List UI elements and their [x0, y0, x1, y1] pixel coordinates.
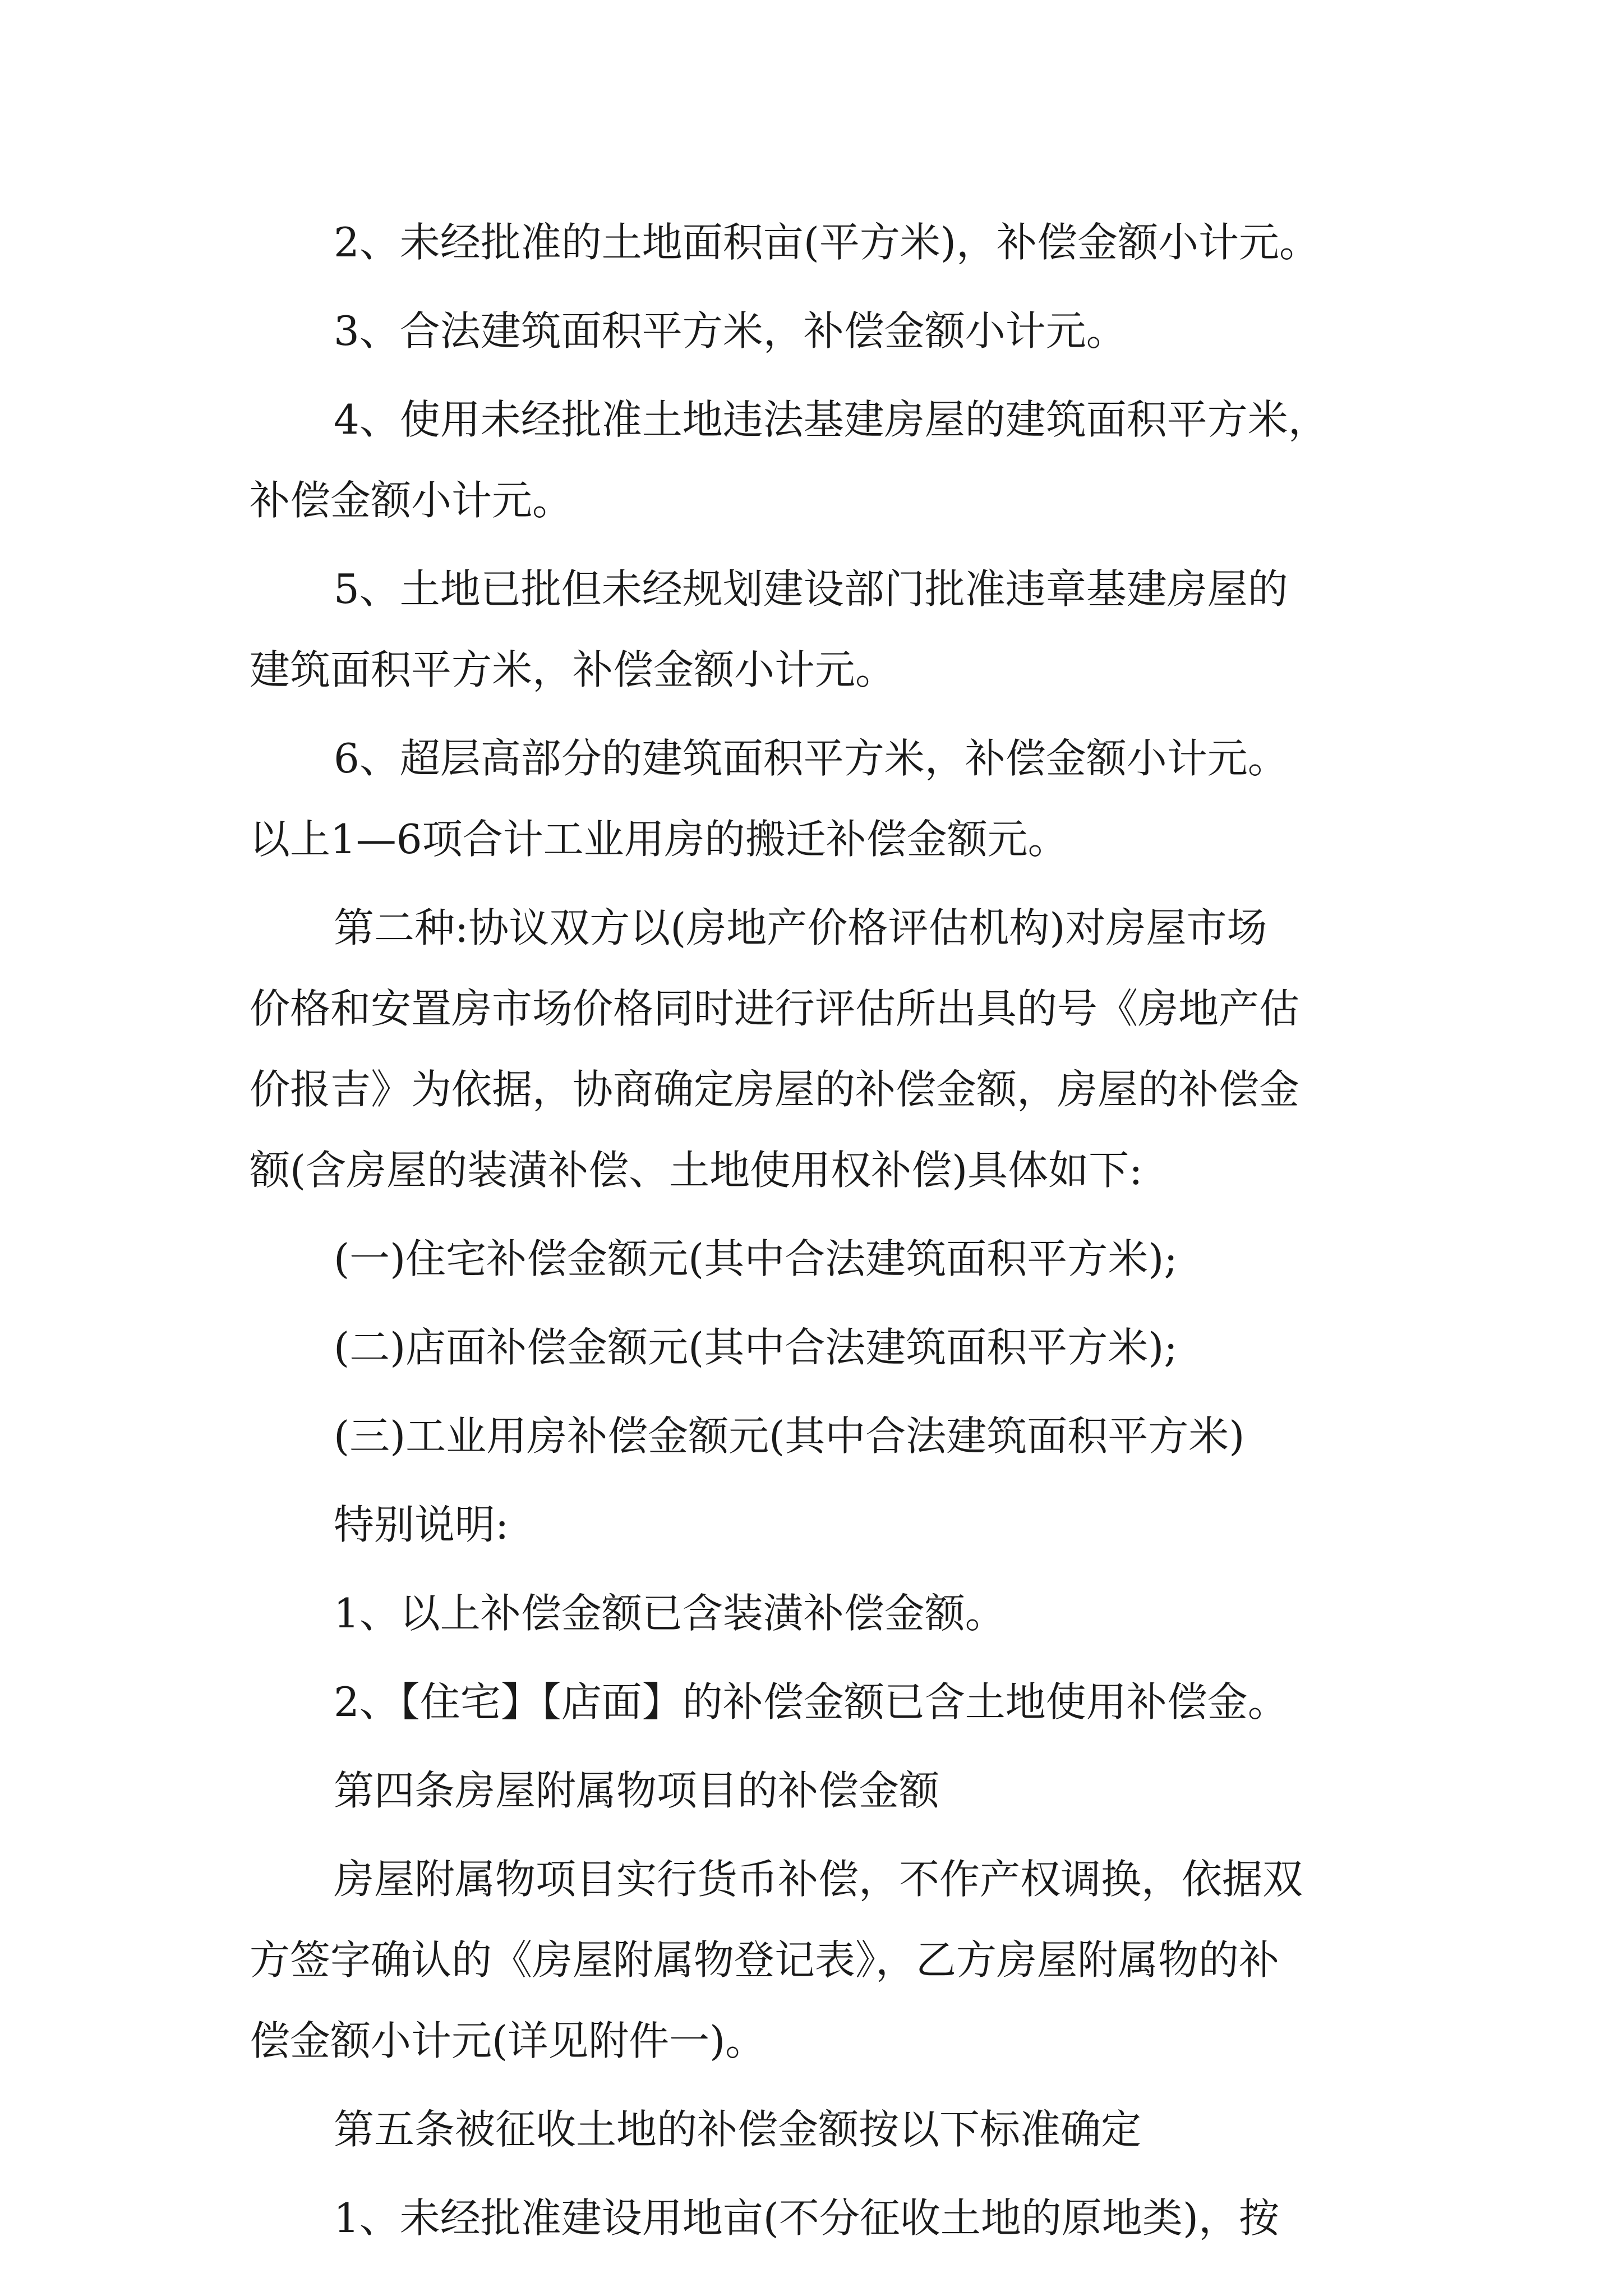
text-line: 偿金额小计元(详见附件一)。: [250, 2017, 766, 2064]
text-line: 建筑面积平方米，补偿金额小计元。: [250, 646, 896, 693]
paragraph: [250, 2178, 1371, 2258]
paragraph: [250, 1662, 1371, 1742]
text-line: 额(含房屋的装潢补偿、土地使用权补偿)具体如下:: [250, 1147, 1143, 1194]
paragraph: [250, 291, 1371, 371]
text-line: 第五条被征收土地的补偿金额按以下标准确定: [334, 2106, 1142, 2153]
text-line: 方签字确认的《房屋附属物登记表》，乙方房屋附属物的补: [250, 1936, 1280, 1984]
text-line: 4、使用未经批准土地违法基建房屋的建筑面积平方米，: [334, 396, 1329, 443]
paragraph: [250, 379, 1371, 541]
paragraph: [250, 1307, 1371, 1388]
text-line: 2、未经批准的土地面积亩(平方米)，补偿金额小计元。: [334, 219, 1320, 266]
text-line: 6、超层高部分的建筑面积平方米，补偿金额小计元。: [334, 735, 1288, 782]
paragraph: [250, 202, 1371, 283]
paragraph: [250, 549, 1371, 710]
paragraph: [250, 1484, 1371, 1565]
text-line: 第二种:协议双方以(房地产价格评估机构)对房屋市场: [334, 904, 1267, 951]
paragraph: [250, 1573, 1371, 1654]
text-line: 1、以上补偿金额已含装潢补偿金额。: [334, 1590, 1006, 1637]
text-line: 特别说明:: [334, 1501, 509, 1548]
paragraph: [250, 1750, 1371, 1831]
text-line: 1、未经批准建设用地亩(不分征收土地的原地类)，按: [334, 2194, 1279, 2242]
text-line: 2、【住宅】【店面】的补偿金额已含土地使用补偿金。: [334, 1678, 1288, 1726]
document-body: [250, 202, 1371, 2258]
text-line: (一)住宅补偿金额元(其中合法建筑面积平方米);: [334, 1235, 1178, 1282]
text-line: (二)店面补偿金额元(其中合法建筑面积平方米);: [334, 1324, 1178, 1371]
text-line: 房屋附属物项目实行货币补偿，不作产权调换，依据双: [334, 1856, 1303, 1903]
text-line: 第四条房屋附属物项目的补偿金额: [334, 1767, 940, 1814]
paragraph: [250, 1839, 1371, 2081]
text-line: 5、土地已批但未经规划建设部门批准违章基建房屋的: [334, 565, 1288, 613]
text-line: 价报吉》为依据，协商确定房屋的补偿金额，房屋的补偿金: [250, 1066, 1300, 1113]
paragraph: [250, 887, 1371, 1211]
text-line: 价格和安置房市场价格同时进行评估所出具的号《房地产估: [250, 985, 1300, 1032]
paragraph: [250, 1396, 1371, 1476]
text-line: 3、合法建筑面积平方米，补偿金额小计元。: [334, 307, 1127, 355]
paragraph: [250, 2089, 1371, 2170]
text-line: 以上1—6项合计工业用房的搬迁补偿金额元。: [250, 816, 1068, 863]
paragraph: [250, 718, 1371, 880]
paragraph: [250, 1218, 1371, 1299]
text-line: (三)工业用房补偿金额元(其中合法建筑面积平方米): [334, 1412, 1245, 1460]
text-line: 补偿金额小计元。: [250, 477, 573, 524]
